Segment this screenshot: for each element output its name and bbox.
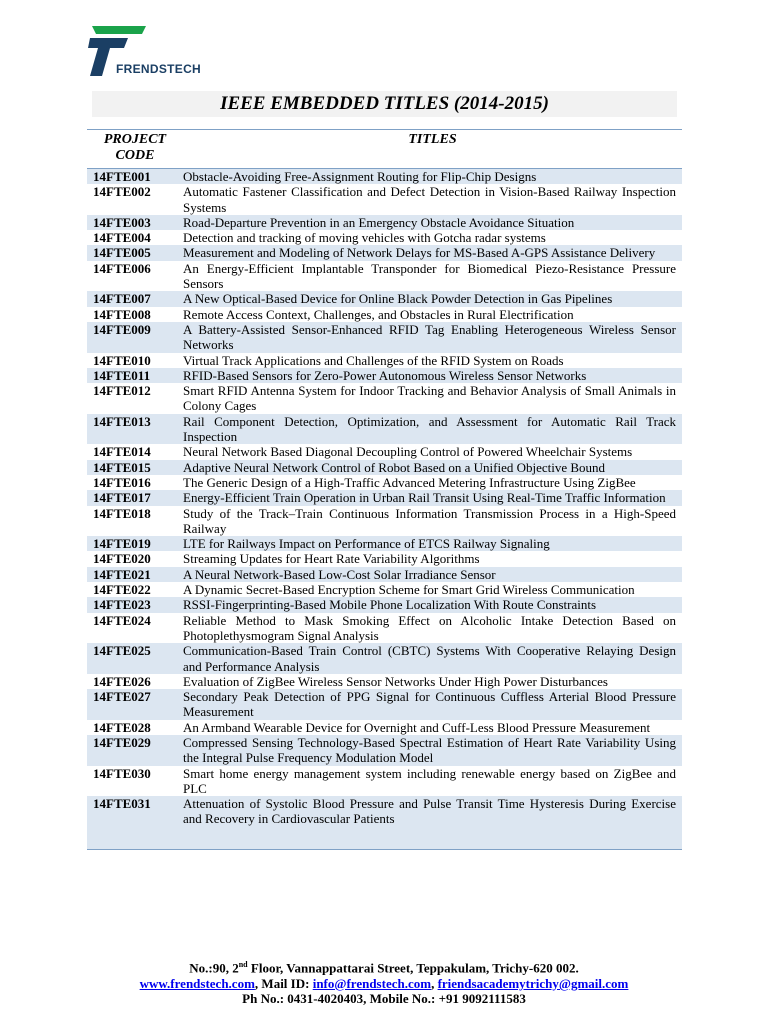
project-code-cell: 14FTE021 xyxy=(93,566,151,582)
project-code-cell: 14FTE004 xyxy=(93,230,151,246)
table-row xyxy=(87,689,682,720)
project-code-cell: 14FTE020 xyxy=(93,551,151,567)
project-code-cell: 14FTE006 xyxy=(93,260,151,276)
address-part: No.:90, 2 xyxy=(189,960,239,976)
project-code-cell: 14FTE019 xyxy=(93,536,151,552)
title-cell: Energy-Efficient Train Operation in Urban Rail Transit Using Real-Time Traffic Information xyxy=(183,490,666,506)
project-code-cell: 14FTE008 xyxy=(93,306,151,322)
table-row xyxy=(87,643,682,674)
table-row xyxy=(87,506,682,537)
table-row xyxy=(87,674,682,689)
title-cell: A Battery-Assisted Sensor-Enhanced RFID Tag Enabling Heterogeneous Wireless Sensor Networks xyxy=(183,321,676,353)
mail-label: , Mail ID: xyxy=(254,975,313,991)
table-row xyxy=(87,567,682,582)
table-row xyxy=(87,215,682,230)
table-row xyxy=(87,291,682,306)
table-row xyxy=(87,245,682,260)
table-row xyxy=(87,766,682,797)
project-code-cell: 14FTE024 xyxy=(93,612,151,628)
footer-contacts xyxy=(0,976,768,992)
project-code-cell: 14FTE018 xyxy=(93,505,151,521)
title-cell: An Armband Wearable Device for Overnight and Cuff-Less Blood Pressure Measurement xyxy=(183,719,651,735)
table-header xyxy=(87,129,682,169)
table-row xyxy=(87,444,682,459)
title-cell: Rail Component Detection, Optimization, and Assessment for Automatic Rail Track Inspection xyxy=(183,413,676,445)
title-cell: LTE for Railways Impact on Performance of ETCS Railway Signaling xyxy=(183,536,550,552)
project-code-cell: 14FTE026 xyxy=(93,673,151,689)
project-code-cell: 14FTE016 xyxy=(93,474,151,490)
title-cell: Smart home energy management system including renewable energy based on ZigBee and PLC xyxy=(183,765,676,796)
project-code-cell: 14FTE011 xyxy=(93,367,151,383)
table-row xyxy=(87,597,682,612)
email-link-info[interactable]: info@frendstech.com xyxy=(312,975,432,991)
table-row xyxy=(87,735,682,766)
title-cell: The Generic Design of a High-Traffic Advanced Metering Infrastructure Using ZigBee xyxy=(183,474,636,490)
title-cell: Remote Access Context, Challenges, and Obstacles in Rural Electrification xyxy=(183,306,574,322)
project-code-cell: 14FTE029 xyxy=(93,734,151,750)
table-row xyxy=(87,169,682,184)
table-row xyxy=(87,460,682,475)
table-row xyxy=(87,536,682,551)
footer-address xyxy=(0,957,768,976)
address-sup: nd xyxy=(238,960,248,969)
table-row xyxy=(87,307,682,322)
table-bottom-band xyxy=(87,827,682,850)
project-code-cell: 14FTE028 xyxy=(93,719,151,735)
project-code-cell: 14FTE027 xyxy=(93,689,151,705)
table-row xyxy=(87,475,682,490)
project-code-cell: 14FTE001 xyxy=(93,169,151,184)
title-cell: Adaptive Neural Network Control of Robot Based on a Unified Objective Bound xyxy=(183,459,606,475)
title-cell: An Energy-Efficient Implantable Transponder for Biomedical Piezo-Resistance Pressure Sensors xyxy=(183,260,676,292)
table-row xyxy=(87,353,682,368)
footer-phone: Ph No.: 0431-4020403, Mobile No.: +91 9092111583 xyxy=(242,991,526,1007)
title-cell: Study of the Track–Train Continuous Information Transmission Process in a High-Speed Railway xyxy=(183,505,676,536)
table-row xyxy=(87,261,682,292)
table-row xyxy=(87,414,682,445)
title-cell: Obstacle-Avoiding Free-Assignment Routing for Flip-Chip Designs xyxy=(183,169,537,184)
title-cell: A New Optical-Based Device for Online Black Powder Detection in Gas Pipelines xyxy=(183,291,613,307)
title-cell: A Dynamic Secret-Based Encryption Scheme for Smart Grid Wireless Communication xyxy=(183,582,635,598)
address-part: Floor, Vannappattarai Street, Teppakulam, Trichy-620 002. xyxy=(247,960,579,976)
project-code-cell: 14FTE017 xyxy=(93,490,151,506)
title-cell: Road-Departure Prevention in an Emergency Obstacle Avoidance Situation xyxy=(183,214,575,230)
title-cell: Neural Network Based Diagonal Decoupling Control of Powered Wheelchair Systems xyxy=(183,444,633,460)
project-code-cell: 14FTE031 xyxy=(93,796,151,812)
table-body xyxy=(87,169,682,827)
title-cell: Evaluation of ZigBee Wireless Sensor Networks Under High Power Disturbances xyxy=(183,673,608,689)
email-link-academy[interactable]: friendsacademytrichy@gmail.com xyxy=(437,975,629,991)
title-cell: Compressed Sensing Technology-Based Spectral Estimation of Heart Rate Variability Using the Integral Pulse Frequency Modulation Model xyxy=(183,734,676,766)
project-code-cell: 14FTE012 xyxy=(93,383,151,399)
project-code-cell: 14FTE007 xyxy=(93,291,151,307)
project-code-cell: 14FTE014 xyxy=(93,444,151,460)
website-link[interactable]: www.frendstech.com xyxy=(139,975,255,991)
table-row xyxy=(87,613,682,644)
project-code-cell: 14FTE022 xyxy=(93,582,151,598)
table-row xyxy=(87,720,682,735)
table-row xyxy=(87,322,682,353)
title-cell: Streaming Updates for Heart Rate Variability Algorithms xyxy=(183,551,480,567)
table-row xyxy=(87,230,682,245)
title-cell: Virtual Track Applications and Challenges of the RFID System on Roads xyxy=(183,352,564,368)
project-code-cell: 14FTE015 xyxy=(93,459,151,475)
table-row xyxy=(87,383,682,414)
title-cell: RFID-Based Sensors for Zero-Power Autonomous Wireless Sensor Networks xyxy=(183,367,587,383)
table-row xyxy=(87,368,682,383)
project-code-cell: 14FTE002 xyxy=(93,184,151,200)
header-titles: TITLES xyxy=(408,132,457,147)
project-code-cell: 14FTE010 xyxy=(93,352,151,368)
project-code-cell: 14FTE003 xyxy=(93,214,151,230)
document-title: IEEE EMBEDDED TITLES (2014-2015) xyxy=(220,93,549,114)
table-row xyxy=(87,796,682,827)
project-code-cell: 14FTE025 xyxy=(93,643,151,659)
table-row xyxy=(87,551,682,566)
footer xyxy=(0,957,768,1007)
separator: , xyxy=(431,975,438,991)
title-cell: Communication-Based Train Control (CBTC) Systems With Cooperative Relaying Design and Performance Analysis xyxy=(183,643,676,674)
title-cell: Reliable Method to Mask Smoking Effect on Alcoholic Intake Detection Based on Photoplethysmogram Signal Analysis xyxy=(183,612,676,643)
table-row xyxy=(87,490,682,505)
table-row xyxy=(87,582,682,597)
header-code-label: PROJECT CODE xyxy=(103,132,167,163)
project-code-cell: 14FTE013 xyxy=(93,413,151,429)
project-code-cell: 14FTE030 xyxy=(93,765,151,781)
project-code-cell: 14FTE005 xyxy=(93,245,151,261)
title-cell: Secondary Peak Detection of PPG Signal for Continuous Cuffless Arterial Blood Pressure Measurement xyxy=(183,689,676,720)
title-cell: Detection and tracking of moving vehicles with Gotcha radar systems xyxy=(183,230,546,246)
title-band xyxy=(92,91,677,117)
title-cell: Automatic Fastener Classification and Defect Detection in Vision-Based Railway Inspection Systems xyxy=(183,184,676,215)
logo-text: FRENDSTECH xyxy=(116,62,202,76)
title-cell: Measurement and Modeling of Network Delays for MS-Based A-GPS Assistance Delivery xyxy=(183,245,656,261)
title-cell: A Neural Network-Based Low-Cost Solar Irradiance Sensor xyxy=(183,566,496,582)
header-project-code xyxy=(87,130,183,168)
frendstech-logo xyxy=(88,24,208,80)
table-row xyxy=(87,184,682,215)
title-cell: Attenuation of Systolic Blood Pressure and Pulse Transit Time Hysteresis During Exercise and Recovery in Cardiovascular Patients xyxy=(183,796,676,827)
project-code-cell: 14FTE023 xyxy=(93,597,151,613)
title-cell: RSSI-Fingerprinting-Based Mobile Phone Localization With Route Constraints xyxy=(183,597,597,613)
title-cell: Smart RFID Antenna System for Indoor Tracking and Behavior Analysis of Small Animals in Colony Cages xyxy=(183,383,676,414)
project-code-cell: 14FTE009 xyxy=(93,321,151,337)
titles-table xyxy=(87,129,682,850)
